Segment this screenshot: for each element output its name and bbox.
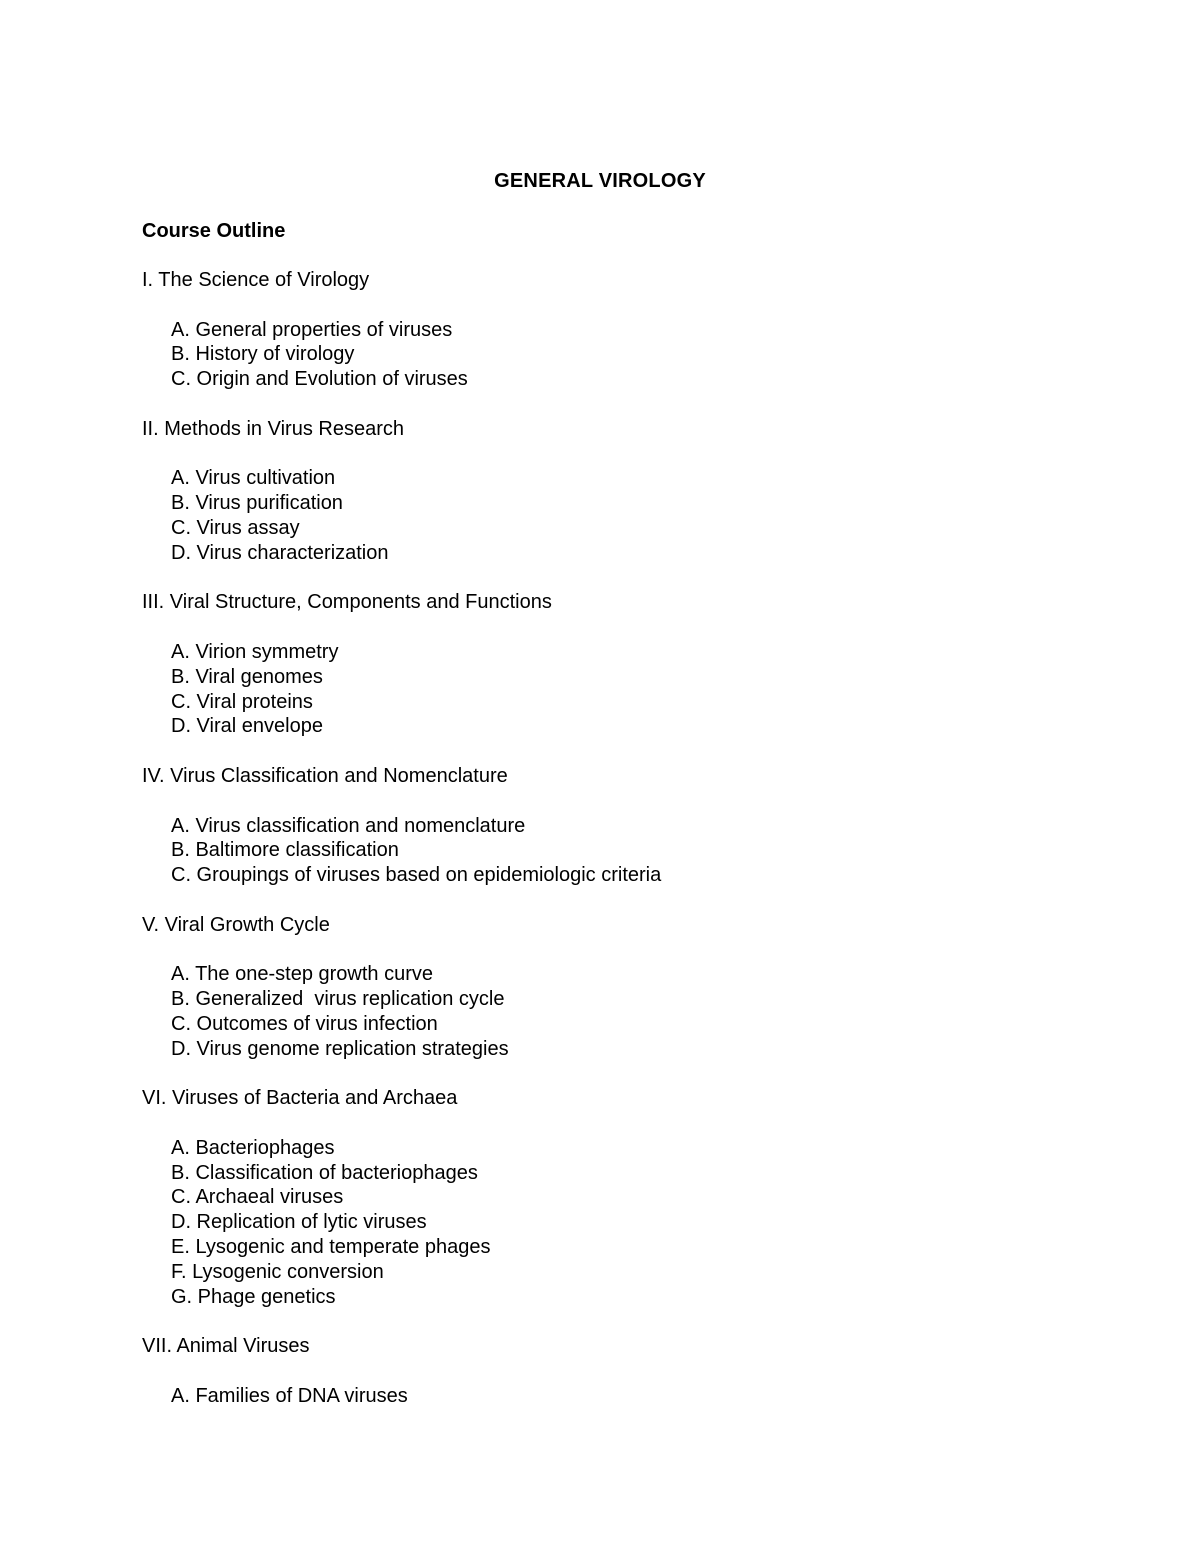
spacer — [142, 1062, 1142, 1087]
outline-section — [142, 417, 1142, 591]
section-heading: I. The Science of Virology — [142, 269, 370, 291]
list-item: B. Classification of bacteriophages — [171, 1161, 478, 1184]
list-item: C. Virus assay — [171, 516, 300, 539]
list-item: C. Outcomes of virus infection — [171, 1012, 438, 1035]
spacer — [142, 293, 1142, 318]
section-items — [142, 962, 1142, 1061]
list-item: E. Lysogenic and temperate phages — [171, 1236, 491, 1259]
list-item: A. General properties of viruses — [171, 318, 453, 341]
list-item: A. Virion symmetry — [171, 640, 339, 663]
page-title: GENERAL VIROLOGY — [494, 170, 706, 192]
spacer — [142, 739, 1142, 764]
spacer — [142, 1309, 1142, 1334]
outline-section — [142, 268, 1142, 417]
spacer — [142, 888, 1142, 913]
list-item: C. Viral proteins — [171, 690, 313, 713]
list-item: A. Bacteriophages — [171, 1136, 335, 1159]
list-item: B. Baltimore classification — [171, 839, 399, 862]
spacer — [142, 789, 1142, 814]
list-item: F. Lysogenic conversion — [171, 1260, 384, 1283]
section-items — [142, 1136, 1142, 1310]
spacer — [142, 566, 1142, 591]
list-item: D. Replication of lytic viruses — [171, 1211, 427, 1234]
outline-section — [142, 913, 1142, 1087]
spacer — [142, 1111, 1142, 1136]
outline-section — [142, 1086, 1142, 1334]
spacer — [142, 938, 1142, 963]
list-item: B. History of virology — [171, 343, 355, 366]
spacer — [142, 392, 1142, 417]
outline-section — [142, 1334, 1142, 1408]
section-items — [142, 1384, 1142, 1409]
outline-section — [142, 764, 1142, 913]
section-heading: VII. Animal Viruses — [142, 1335, 310, 1358]
course-outline — [142, 268, 1142, 1409]
section-items — [142, 318, 1142, 392]
outline-section — [142, 590, 1142, 764]
list-item: D. Virus genome replication strategies — [171, 1037, 509, 1060]
list-item: C. Origin and Evolution of viruses — [171, 368, 468, 391]
course-outline-heading: Course Outline — [142, 220, 286, 242]
list-item: B. Virus purification — [171, 492, 343, 515]
list-item: B. Viral genomes — [171, 665, 323, 688]
spacer — [142, 1359, 1142, 1384]
list-item: A. The one-step growth curve — [171, 963, 433, 986]
section-items — [142, 814, 1142, 888]
list-item: C. Groupings of viruses based on epidemiologic criteria — [171, 864, 662, 887]
list-item: B. Generalized virus replication cycle — [171, 988, 505, 1011]
list-item: G. Phage genetics — [171, 1285, 336, 1308]
list-item: A. Virus classification and nomenclature — [171, 814, 526, 837]
section-heading: V. Viral Growth Cycle — [142, 913, 330, 936]
list-item: C. Archaeal viruses — [171, 1186, 344, 1209]
list-item: A. Families of DNA viruses — [171, 1384, 408, 1407]
list-item: A. Virus cultivation — [171, 467, 336, 490]
section-items — [142, 640, 1142, 739]
section-heading: II. Methods in Virus Research — [142, 417, 404, 440]
section-heading: III. Viral Structure, Components and Functions — [142, 591, 552, 614]
spacer — [142, 442, 1142, 467]
section-items — [142, 466, 1142, 565]
section-heading: VI. Viruses of Bacteria and Archaea — [142, 1087, 458, 1110]
section-heading: IV. Virus Classification and Nomenclature — [142, 764, 508, 787]
spacer — [142, 615, 1142, 640]
list-item: D. Virus characterization — [171, 541, 389, 564]
list-item: D. Viral envelope — [171, 715, 323, 738]
